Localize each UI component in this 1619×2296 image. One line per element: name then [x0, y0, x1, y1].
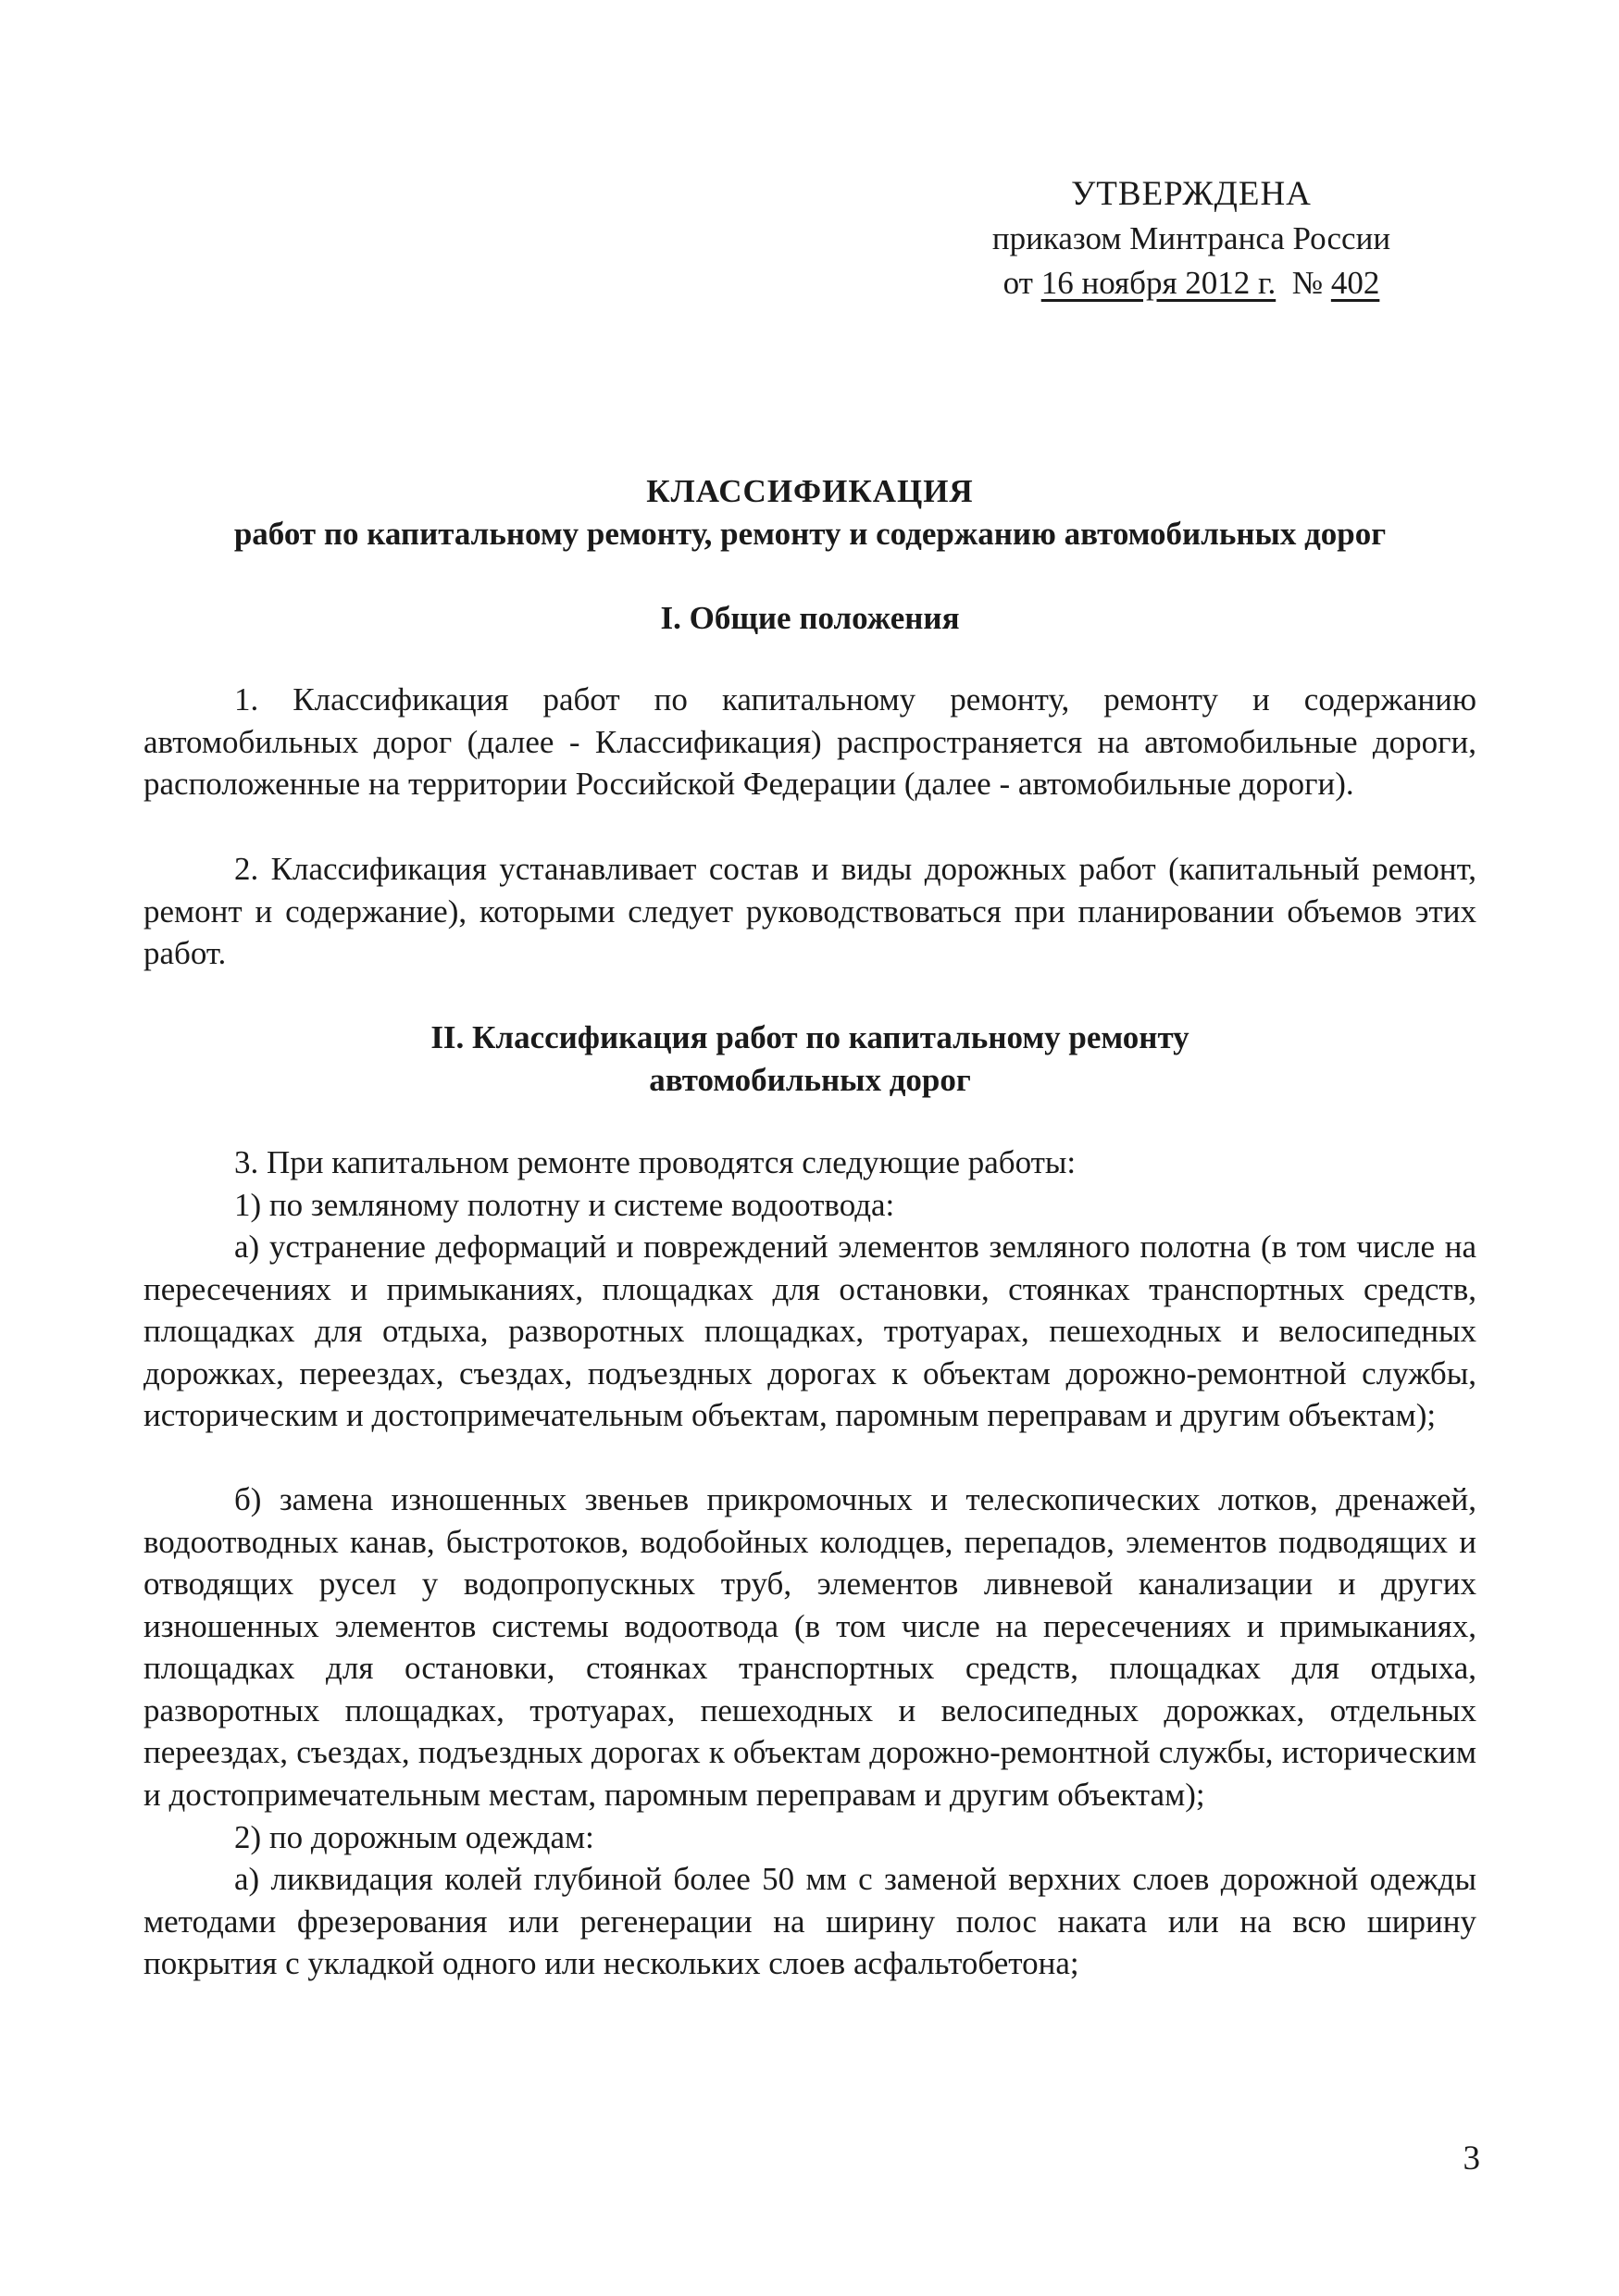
approval-date-prefix: от: [1003, 265, 1033, 301]
paragraph-3-1-b: б) замена изношенных звеньев прикромочных и телескопических лотков, дренажей, водоотводных канав, быстротоков, водобойных колодцев, перепадов, элементов подводящих и отводящих русел у водопропускных труб, элементов ливневой канализации и других изношенных элементов системы водоотвода (в том числе на пересечениях и примыканиях, площадках для остановки, стоянках транспортных средств, площадках для отдыха, разворотных площадках, тротуарах, пешеходных и велосипедных дорожках, отдельных переездах, съездах, подъездных дорогах к объектам дорожно-ремонтной службы, историческим и достопримечательным местам, паромным переправам и другим объектам);: [143, 1481, 1476, 1813]
approval-stamp: [932, 172, 1451, 306]
document-subtitle: работ по капитальному ремонту, ремонту и содержанию автомобильных дорог: [233, 516, 1387, 552]
section-2-title-line-1: II. Классификация работ по капитальному ремонту: [430, 1019, 1189, 1055]
paragraph-3: 3. При капитальном ремонте проводятся следующие работы:: [234, 1144, 1077, 1180]
approval-date-line: [932, 261, 1451, 306]
section-1-title: I. Общие положения: [660, 600, 960, 636]
paragraph-2: 2. Классификация устанавливает состав и виды дорожных работ (капитальный ремонт, ремонт и содержание), которыми следует руководствоваться при планировании объемов этих работ.: [143, 851, 1476, 971]
section-2-title-line-2: автомобильных дорог: [649, 1062, 971, 1098]
section-2-title: [143, 1017, 1476, 1102]
paragraph-3-1-a: а) устранение деформаций и повреждений элементов земляного полотна (в том числе на пересечениях и примыканиях, площадках для остановки, стоянках транспортных средств, площадках для отдыха, разворотных площадках, тротуарах, пешеходных и велосипедных дорожках, переездах, съездах, подъездных дорогах к объектам дорожно-ремонтной службы, историческим и достопримечательным объектам, паромным переправам и другим объектам);: [143, 1229, 1476, 1433]
paragraph-1: 1. Классификация работ по капитальному ремонту, ремонту и содержанию автомобильных дорог (далее - Классификация) распространяется на автомобильные дороги, расположенные на территории Российской Федерации (далее - автомобильные дороги).: [143, 681, 1476, 802]
approval-title: УТВЕРЖДЕНА: [1071, 175, 1312, 213]
approval-date: 16 ноября 2012 г.: [1040, 265, 1277, 301]
paragraph-3-2: 2) по дорожным одеждам:: [234, 1819, 594, 1855]
page-number: 3: [1463, 2140, 1480, 2177]
paragraph-3-2-a: а) ликвидация колей глубиной более 50 мм с заменой верхних слоев дорожной одежды методами фрезерования или регенерации на ширину полос наката или на всю ширину покрытия с укладкой одного или нескольких слоев асфальтобетона;: [143, 1861, 1476, 1981]
document-title-block: [143, 470, 1476, 555]
approval-number-prefix: №: [1291, 265, 1324, 301]
document-title: КЛАССИФИКАЦИЯ: [646, 473, 974, 509]
approval-number: 402: [1330, 265, 1380, 301]
approval-order-line: приказом Минтранса России: [991, 220, 1391, 256]
paragraph-3-1: 1) по земляному полотну и системе водоотвода:: [234, 1187, 895, 1223]
